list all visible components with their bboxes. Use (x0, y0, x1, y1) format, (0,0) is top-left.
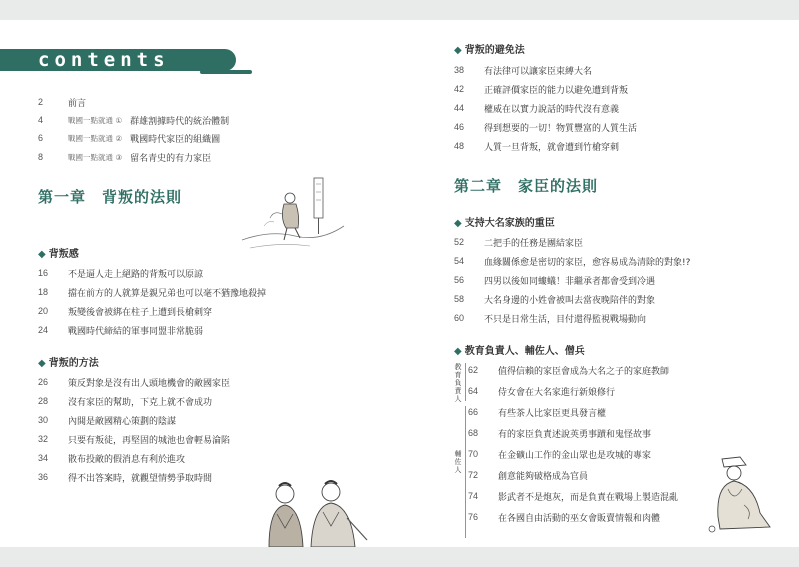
chapter-1-title: 第一章 背叛的法則 (38, 188, 183, 206)
entry-title: 得不出答案時，就觀望情勢爭取時間 (68, 473, 213, 484)
toc-row[interactable] (38, 431, 230, 447)
page-number: 64 (468, 386, 479, 396)
page-number: 18 (38, 287, 49, 297)
entry-title: 沒有家臣的幫助，下克上就不會成功 (68, 397, 213, 408)
page-number: 70 (468, 449, 479, 459)
page-number: 62 (468, 365, 479, 375)
diamond-icon: ◆ (38, 358, 46, 369)
page-number: 58 (454, 294, 465, 304)
entry-title: 侍女會在大名家進行新娘修行 (498, 387, 616, 398)
toc-row[interactable] (468, 509, 660, 525)
book-spread (0, 20, 799, 547)
samurai-pair-illustration (255, 478, 373, 547)
toc-row[interactable] (454, 100, 619, 116)
page-number: 8 (38, 152, 44, 162)
diamond-icon: ◆ (38, 249, 46, 260)
page-number: 72 (468, 470, 479, 480)
section-heading: ◆ 背叛的避免法 (454, 45, 525, 56)
diamond-icon: ◆ (454, 346, 462, 357)
entry-title: 不只是日常生活，目付還得監視戰場動向 (484, 314, 647, 325)
entry-title: 二把手的任務是團結家臣 (484, 238, 584, 249)
diamond-icon: ◆ (454, 218, 462, 229)
entry-title: 大名身邊的小姓會被叫去當夜晚陪伴的對象 (484, 295, 656, 306)
toc-row[interactable] (38, 303, 212, 319)
entry-title: 戰國時代家臣的組織圖 (130, 134, 221, 145)
page-number: 30 (38, 415, 49, 425)
entry-title: 創意能夠破格成為官員 (498, 471, 589, 482)
page-number: 76 (468, 512, 479, 522)
toc-row[interactable] (468, 488, 678, 504)
side-label-aide: 輔佐人 (454, 450, 462, 474)
toc-row[interactable] (38, 265, 203, 281)
toc-row[interactable] (468, 362, 669, 378)
seated-monk-illustration (704, 455, 782, 535)
page-number: 34 (38, 453, 49, 463)
page-number: 68 (468, 428, 479, 438)
toc-row[interactable] (38, 374, 230, 390)
section-heading: ◆ 教育負責人、輔佐人、僧兵 (454, 346, 585, 357)
toc-row[interactable] (468, 383, 615, 399)
page-number: 24 (38, 325, 49, 335)
toc-row[interactable] (38, 322, 203, 338)
page-number: 60 (454, 313, 465, 323)
page-number: 44 (454, 103, 465, 113)
entry-subtitle: 戰國一點就通 ② (68, 133, 123, 143)
entry-title: 只要有叛徒，再堅固的城池也會輕易淪陷 (68, 435, 231, 446)
toc-row[interactable] (38, 284, 266, 300)
entry-title: 前言 (68, 98, 87, 109)
toc-row[interactable] (38, 393, 212, 409)
entry-title: 值得信賴的家臣會成為大名之子的家庭教師 (498, 366, 670, 377)
section-heading: ◆ 支持大名家族的重臣 (454, 218, 555, 229)
entry-title: 正確評價家臣的能力以避免遭到背叛 (484, 85, 629, 96)
toc-row[interactable] (468, 467, 588, 483)
page-number: 36 (38, 472, 49, 482)
entry-title: 留名青史的有力家臣 (130, 153, 212, 164)
toc-row[interactable] (38, 149, 211, 165)
toc-row[interactable] (38, 450, 185, 466)
page-number: 42 (454, 84, 465, 94)
toc-row[interactable] (38, 94, 86, 110)
toc-row[interactable] (38, 412, 176, 428)
right-page (420, 20, 799, 547)
entry-title: 在金礦山工作的金山眾也是攻城的專家 (498, 450, 652, 461)
page-number: 48 (454, 141, 465, 151)
toc-row[interactable] (454, 62, 592, 78)
chapter-2-title: 第二章 家臣的法則 (454, 177, 599, 195)
entry-title: 在各國自由活動的巫女會販賣情報和肉體 (498, 513, 661, 524)
entry-title: 得到想要的一切！物質豐富的人質生活 (484, 123, 638, 134)
side-label-education: 教育負責人 (454, 363, 462, 403)
entry-title: 有些茶人比家臣更具發言權 (498, 408, 607, 419)
side-label-rule (465, 406, 466, 538)
toc-row[interactable] (454, 272, 655, 288)
section-heading: ◆ 背叛感 (38, 249, 79, 260)
toc-row[interactable] (468, 446, 651, 462)
page-number: 6 (38, 133, 44, 143)
page-number: 46 (454, 122, 465, 132)
page-number: 26 (38, 377, 49, 387)
page-number: 54 (454, 256, 465, 266)
page-number: 56 (454, 275, 465, 285)
left-page (0, 20, 399, 547)
entry-title: 不是逼人走上絕路的背叛可以原諒 (68, 269, 204, 280)
side-label-rule (465, 363, 466, 401)
entry-title: 散布投敵的假消息有利於進攻 (68, 454, 186, 465)
page-number: 74 (468, 491, 479, 501)
page-number: 20 (38, 306, 49, 316)
toc-row[interactable] (468, 404, 606, 420)
page-number: 2 (38, 97, 44, 107)
toc-row[interactable] (454, 310, 646, 326)
entry-title: 血緣關係愈是密切的家臣，愈容易成為清除的對象!? (484, 257, 691, 268)
toc-row[interactable] (454, 81, 628, 97)
page-number: 28 (38, 396, 49, 406)
entry-title: 擋在前方的人就算是親兄弟也可以毫不猶豫地殺掉 (68, 288, 267, 299)
entry-subtitle: 戰國一點就通 ③ (68, 152, 123, 162)
entry-title: 有的家臣負責述說英勇事蹟和鬼怪故事 (498, 429, 652, 440)
contents-header-tail (200, 70, 252, 74)
entry-title: 人質一旦背叛，就會遭到竹槍穿刺 (484, 142, 620, 153)
toc-row[interactable] (38, 469, 212, 485)
toc-row[interactable] (468, 425, 651, 441)
toc-row[interactable] (38, 112, 229, 128)
entry-title: 影武者不是炮灰，而是負責在戰場上製造混亂 (498, 492, 679, 503)
entry-subtitle: 戰國一點就通 ① (68, 115, 123, 125)
entry-title: 策反對象是沒有出人頭地機會的敵國家臣 (68, 378, 231, 389)
page-number: 66 (468, 407, 479, 417)
entry-title: 叛變後會被綁在柱子上遭到長槍刺穿 (68, 307, 213, 318)
page-number: 38 (454, 65, 465, 75)
section-heading: ◆ 背叛的方法 (38, 358, 99, 369)
toc-row[interactable] (38, 130, 220, 146)
entry-title: 有法律可以讓家臣束縛大名 (484, 66, 593, 77)
diamond-icon: ◆ (454, 45, 462, 56)
page-number: 32 (38, 434, 49, 444)
toc-row[interactable] (454, 234, 583, 250)
toc-row[interactable] (454, 138, 619, 154)
entry-title: 群雄割據時代的統治體制 (130, 116, 230, 127)
toc-row[interactable] (454, 119, 637, 135)
page-number: 4 (38, 115, 44, 125)
contents-title: contents (38, 49, 170, 71)
entry-title: 權威在以實力說話的時代沒有意義 (484, 104, 620, 115)
walking-traveler-illustration (240, 170, 345, 255)
toc-row[interactable] (454, 253, 690, 269)
page-number: 16 (38, 268, 49, 278)
entry-title: 四男以後如同螻蟻！非繼承者都會受到冷遇 (484, 276, 656, 287)
entry-title: 戰國時代締結的軍事同盟非常脆弱 (68, 326, 204, 337)
entry-title: 內閧是敵國精心策劃的陰謀 (68, 416, 177, 427)
page-number: 52 (454, 237, 465, 247)
toc-row[interactable] (454, 291, 655, 307)
